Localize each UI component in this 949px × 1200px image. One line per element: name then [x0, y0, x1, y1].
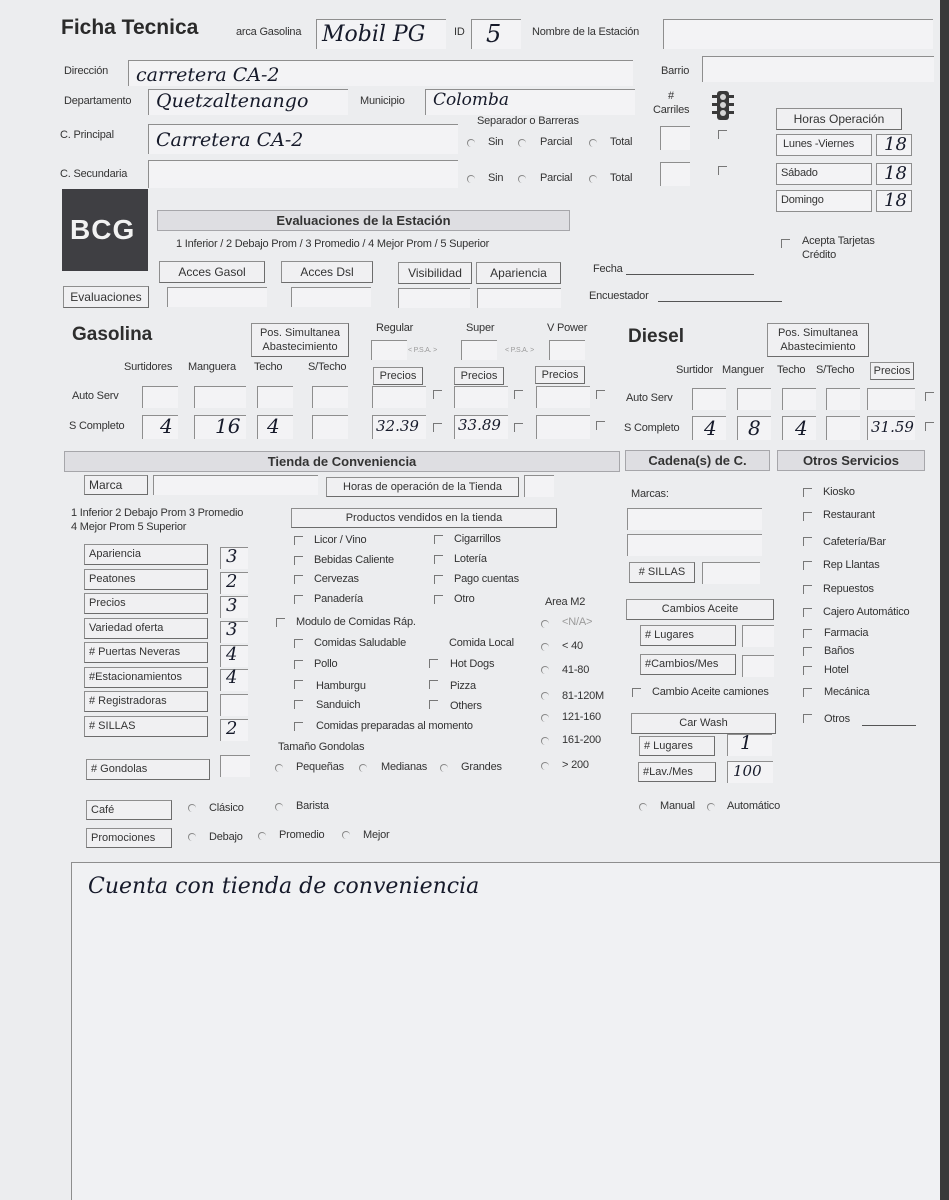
id-value: 5: [486, 20, 502, 48]
promo-promedio-radio[interactable]: [258, 832, 266, 840]
gas-as-vpower-checkbox[interactable]: [596, 390, 605, 399]
principal-parcial-radio[interactable]: [518, 139, 526, 147]
page-title: Ficha Tecnica: [61, 16, 199, 39]
super-psa-field[interactable]: [461, 340, 497, 360]
encuestador-line: [658, 301, 782, 302]
area-gt200-radio[interactable]: [541, 762, 549, 770]
cw-lav-value: 100: [733, 762, 762, 780]
otros-cafeteria-label: Cafetería/Bar: [823, 536, 886, 548]
regular-psa-field[interactable]: [371, 340, 407, 360]
c-secundaria-label: C. Secundaria: [60, 168, 128, 180]
otros-llantas-checkbox[interactable]: [803, 561, 812, 570]
rating-sillas-value: 2: [226, 718, 238, 739]
cafe-clasico-label: Clásico: [209, 802, 244, 814]
evaluaciones-button[interactable]: Evaluaciones: [63, 286, 149, 308]
apariencia-field[interactable]: [477, 288, 561, 308]
gondolas-label: # Gondolas: [86, 759, 210, 780]
fecha-label: Fecha: [593, 263, 623, 275]
municipio-value: Colomba: [433, 90, 510, 110]
area-na-label: <N/A>: [562, 616, 593, 628]
tam-medianas-label: Medianas: [381, 761, 428, 773]
principal-total-radio[interactable]: [589, 139, 597, 147]
gas-as-stecho[interactable]: [312, 386, 348, 408]
cafe-clasico-radio[interactable]: [188, 804, 196, 812]
regular-label: Regular: [376, 322, 414, 334]
cambios-lugares-field[interactable]: [742, 625, 774, 647]
promociones-label: Promociones: [86, 828, 172, 848]
otros-banos-checkbox[interactable]: [803, 647, 812, 656]
gas-sc-super-checkbox[interactable]: [514, 423, 523, 432]
horas-operacion-button[interactable]: Horas Operación: [776, 108, 902, 130]
id-label: ID: [454, 26, 465, 38]
gasolina-title: Gasolina: [72, 324, 153, 345]
rating-variedad-label: Variedad oferta: [84, 618, 208, 639]
super-psa-label: < P.S.A. >: [505, 347, 535, 354]
marca-gasolina-label: arca Gasolina: [236, 26, 302, 38]
cafe-label: Café: [86, 800, 172, 820]
acces-gasol-button[interactable]: Acces Gasol: [159, 261, 265, 283]
promo-debajo-label: Debajo: [209, 831, 243, 843]
cw-manual-radio[interactable]: [639, 803, 647, 811]
tienda-scale-1: 1 Inferior 2 Debajo Prom 3 Promedio: [71, 507, 244, 519]
dsl-col-techo: Techo: [777, 364, 806, 376]
otros-restaurant-checkbox[interactable]: [803, 512, 812, 521]
dsl-sc-checkbox[interactable]: [925, 422, 934, 431]
comida-pollo-label: Pollo: [314, 658, 338, 670]
gas-s-completo-label: S Completo: [69, 420, 125, 432]
otros-kiosko-checkbox[interactable]: [803, 488, 812, 497]
cw-lav-label: #Lav./Mes: [638, 762, 716, 782]
promo-promedio-label: Promedio: [279, 829, 325, 841]
area-lt40-label: < 40: [562, 640, 583, 652]
gas-as-regular-checkbox[interactable]: [433, 390, 442, 399]
municipio-label: Municipio: [360, 95, 405, 107]
comida-pollo-checkbox[interactable]: [294, 660, 303, 669]
tam-grandes-label: Grandes: [461, 761, 502, 773]
area-na-radio[interactable]: [541, 620, 549, 628]
prod-bebidas-label: Bebidas Caliente: [314, 554, 394, 566]
area-41-80-radio[interactable]: [541, 666, 549, 674]
otros-otros-label: Otros: [824, 713, 850, 725]
principal-carriles-field[interactable]: [660, 126, 690, 150]
acces-dsl-field[interactable]: [291, 287, 371, 307]
tam-pequenas-label: Pequeñas: [296, 761, 344, 773]
otros-farmacia-label: Farmacia: [824, 627, 869, 639]
secundaria-sin-label: Sin: [488, 172, 504, 184]
otros-cajero-label: Cajero Automático: [823, 606, 910, 618]
gas-col-stecho: S/Techo: [308, 361, 347, 373]
otros-servicios-header: Otros Servicios: [777, 450, 925, 471]
dsl-auto-serv-label: Auto Serv: [626, 392, 673, 404]
gas-auto-serv-label: Auto Serv: [72, 390, 119, 402]
modulo-comidas-checkbox[interactable]: [276, 618, 285, 627]
dsl-sc-manguer-value: 8: [748, 416, 761, 440]
marca-button[interactable]: Marca: [84, 475, 148, 495]
cambio-camiones-checkbox[interactable]: [632, 688, 641, 697]
carriles-hash: #: [668, 90, 674, 102]
tam-medianas-radio[interactable]: [359, 764, 367, 772]
comida-hotdogs-checkbox[interactable]: [429, 659, 438, 668]
secundaria-total-label: Total: [610, 172, 633, 184]
tienda-scale-2: 4 Mejor Prom 5 Superior: [71, 521, 187, 533]
visibilidad-button[interactable]: Visibilidad: [398, 262, 472, 284]
prod-otro-checkbox[interactable]: [434, 595, 443, 604]
dsl-sc-stecho[interactable]: [826, 416, 860, 440]
comidas-preparadas-label: Comidas preparadas al momento: [316, 720, 473, 732]
rating-peatones-label: Peatones: [84, 569, 208, 590]
area-gt200-label: > 200: [562, 759, 589, 771]
notes-value: Cuenta con tienda de conveniencia: [88, 874, 480, 899]
productos-header: Productos vendidos en la tienda: [291, 508, 557, 528]
gas-as-price-regular[interactable]: [372, 386, 426, 408]
c-principal-value: Carretera CA-2: [156, 129, 304, 151]
gas-sc-techo-value: 4: [267, 414, 280, 438]
dsl-col-manguer: Manguer: [722, 364, 765, 376]
gas-sc-surtidores-value: 4: [160, 414, 173, 438]
gas-col-mangueras: Manguera: [188, 361, 236, 373]
cadena-sillas-label: # SILLAS: [629, 562, 695, 583]
tam-pequenas-radio[interactable]: [275, 764, 283, 772]
prod-panaderia-checkbox[interactable]: [294, 595, 303, 604]
cambios-lugares-label: # Lugares: [640, 625, 736, 646]
rating-registradoras-label: # Registradoras: [84, 691, 208, 712]
dsl-col-stecho: S/Techo: [816, 364, 855, 376]
nombre-estacion-field[interactable]: [663, 19, 933, 49]
prod-loteria-label: Lotería: [454, 553, 487, 565]
dsl-as-checkbox[interactable]: [925, 392, 934, 401]
prod-cervezas-checkbox[interactable]: [294, 575, 303, 584]
gas-as-price-super[interactable]: [454, 386, 508, 408]
diesel-pos-simultanea-button[interactable]: Pos. Simultanea Abastecimiento: [767, 323, 869, 357]
otros-mecanica-label: Mecánica: [824, 686, 870, 698]
secundaria-semaforo-checkbox[interactable]: [718, 166, 727, 175]
tienda-marca-field[interactable]: [153, 475, 318, 495]
comida-sanduich-label: Sanduich: [316, 699, 361, 711]
encuestador-label: Encuestador: [589, 290, 649, 302]
separador-label: Separador o Barreras: [477, 115, 579, 127]
bcg-logo-text: BCG: [70, 214, 136, 245]
comida-hamburgu-label: Hamburgu: [316, 680, 366, 692]
vpower-label: V Power: [547, 322, 588, 334]
area-81-120-label: 81-120M: [562, 690, 605, 702]
principal-sin-label: Sin: [488, 136, 504, 148]
comida-others-label: Others: [450, 700, 482, 712]
otros-hotel-checkbox[interactable]: [803, 666, 812, 675]
fecha-line: [626, 274, 754, 275]
car-wash-button[interactable]: Car Wash: [631, 713, 776, 734]
principal-semaforo-checkbox[interactable]: [718, 130, 727, 139]
cafe-barista-label: Barista: [296, 800, 329, 812]
precios-super-button[interactable]: Precios: [454, 367, 504, 385]
dsl-precios-button[interactable]: Precios: [870, 362, 914, 380]
dsl-as-surtidor[interactable]: [692, 388, 726, 410]
promo-debajo-radio[interactable]: [188, 833, 196, 841]
dsl-as-stecho[interactable]: [826, 388, 860, 410]
gondolas-field[interactable]: [220, 755, 250, 777]
gas-as-price-vpower[interactable]: [536, 386, 590, 408]
otros-cajero-checkbox[interactable]: [803, 608, 812, 617]
otros-farmacia-checkbox[interactable]: [803, 629, 812, 638]
gas-sc-price-super-value: 33.89: [458, 416, 501, 434]
area-41-80-label: 41-80: [562, 664, 590, 676]
acepta-tarjetas-label: Acepta Tarjetas Crédito: [802, 235, 875, 261]
tamano-gondolas-label: Tamaño Gondolas: [278, 741, 365, 753]
rating-estacionamientos-label: #Estacionamientos: [84, 667, 208, 688]
area-81-120-radio[interactable]: [541, 692, 549, 700]
comida-hamburgu-checkbox[interactable]: [294, 680, 303, 689]
comidas-saludable-checkbox[interactable]: [294, 639, 303, 648]
otros-repuestos-label: Repuestos: [823, 583, 874, 595]
cambios-mes-label: #Cambios/Mes: [640, 654, 736, 675]
cw-lugares-label: # Lugares: [639, 736, 715, 756]
otros-hotel-label: Hotel: [824, 664, 849, 676]
gas-sc-regular-checkbox[interactable]: [433, 423, 442, 432]
rating-apariencia-value: 3: [226, 546, 238, 567]
cadena-header: Cadena(s) de C.: [625, 450, 770, 471]
c-secundaria-field[interactable]: [148, 160, 458, 188]
tienda-header: Tienda de Conveniencia: [64, 451, 620, 472]
gasolina-pos-simultanea-button[interactable]: Pos. Simultanea Abastecimiento: [251, 323, 349, 357]
apariencia-button[interactable]: Apariencia: [476, 262, 561, 284]
c-principal-label: C. Principal: [60, 129, 114, 141]
comidas-preparadas-checkbox[interactable]: [294, 722, 303, 731]
comida-local-label: Comida Local: [449, 637, 514, 649]
visibilidad-field[interactable]: [398, 288, 470, 308]
principal-total-label: Total: [610, 136, 633, 148]
horas-tienda-field[interactable]: [524, 475, 554, 497]
rating-sillas-label: # SILLAS: [84, 716, 208, 737]
dsl-sc-techo-value: 4: [795, 416, 808, 440]
gas-sc-price-regular-value: 32.39: [376, 417, 419, 435]
comida-others-checkbox[interactable]: [429, 700, 438, 709]
precios-vpower-button[interactable]: Precios: [535, 366, 585, 384]
rating-puertas-value: 4: [226, 644, 238, 665]
comida-pizza-label: Pizza: [450, 680, 476, 692]
area-161-200-radio[interactable]: [541, 737, 549, 745]
lunes-viernes-value: 18: [884, 134, 907, 155]
rating-registradoras-field[interactable]: [220, 694, 248, 716]
vpower-psa-field[interactable]: [549, 340, 585, 360]
rating-estacionamientos-value: 4: [226, 667, 238, 688]
dsl-sc-surtidor-value: 4: [704, 416, 717, 440]
promo-mejor-radio[interactable]: [342, 831, 350, 839]
direccion-label: Dirección: [64, 65, 109, 77]
marca-gasolina-value: Mobil PG: [322, 22, 426, 47]
cafe-barista-radio[interactable]: [275, 803, 283, 811]
comida-sanduich-checkbox[interactable]: [294, 700, 303, 709]
comida-hotdogs-label: Hot Dogs: [450, 658, 495, 670]
otros-llantas-label: Rep Llantas: [823, 559, 880, 571]
prod-otro-label: Otro: [454, 593, 475, 605]
cw-automatico-label: Automático: [727, 800, 781, 812]
marcas-label: Marcas:: [631, 488, 669, 500]
secundaria-sin-radio[interactable]: [467, 175, 475, 183]
cambios-aceite-button[interactable]: Cambios Aceite: [626, 599, 774, 620]
domingo-label: Domingo: [781, 194, 824, 206]
secundaria-parcial-radio[interactable]: [518, 175, 526, 183]
gas-sc-stecho[interactable]: [312, 415, 348, 439]
prod-pago-checkbox[interactable]: [434, 575, 443, 584]
rating-variedad-value: 3: [226, 619, 238, 640]
departamento-label: Departamento: [64, 95, 132, 107]
prod-pago-label: Pago cuentas: [454, 573, 519, 585]
gas-col-surtidores: Surtidores: [124, 361, 173, 373]
gas-as-techo[interactable]: [257, 386, 293, 408]
dsl-col-surtidor: Surtidor: [676, 364, 713, 376]
prod-licor-label: Licor / Vino: [314, 534, 367, 546]
modulo-comidas-label: Modulo de Comidas Ráp.: [296, 616, 416, 628]
area-121-160-radio[interactable]: [541, 714, 549, 722]
promo-mejor-label: Mejor: [363, 829, 390, 841]
area-lt40-radio[interactable]: [541, 643, 549, 651]
gas-sc-mangueras-value: 16: [215, 414, 241, 438]
otros-kiosko-label: Kiosko: [823, 486, 855, 498]
lunes-viernes-label: Lunes -Viernes: [783, 138, 854, 150]
principal-sin-radio[interactable]: [467, 139, 475, 147]
area-m2-label: Area M2: [545, 596, 586, 608]
notes-field[interactable]: [71, 862, 940, 1200]
gas-col-techo: Techo: [254, 361, 283, 373]
tam-grandes-radio[interactable]: [440, 764, 448, 772]
marcas-field-1[interactable]: [627, 508, 762, 530]
gas-as-super-checkbox[interactable]: [514, 390, 523, 399]
area-161-200-label: 161-200: [562, 734, 601, 746]
otros-restaurant-label: Restaurant: [823, 509, 875, 521]
otros-cafeteria-checkbox[interactable]: [803, 537, 812, 546]
otros-mecanica-checkbox[interactable]: [803, 688, 812, 697]
rating-puertas-label: # Puertas Neveras: [84, 642, 208, 663]
dsl-sc-price-value: 31.59: [871, 418, 914, 436]
dsl-as-techo[interactable]: [782, 388, 816, 410]
carriles-label: Carriles: [653, 104, 690, 116]
cw-lugares-value: 1: [740, 732, 753, 754]
otros-otros-checkbox[interactable]: [803, 714, 812, 723]
nombre-estacion-label: Nombre de la Estación: [532, 26, 640, 38]
principal-parcial-label: Parcial: [540, 136, 573, 148]
traffic-light-icon: [710, 90, 736, 122]
barrio-label: Barrio: [661, 65, 690, 77]
rating-peatones-value: 2: [226, 571, 238, 592]
cadena-sillas-field[interactable]: [702, 562, 760, 584]
evaluaciones-scale: 1 Inferior / 2 Debajo Prom / 3 Promedio / 4 Mejor Prom / 5 Superior: [176, 238, 490, 250]
rating-precios-value: 3: [226, 595, 238, 616]
super-label: Super: [466, 322, 495, 334]
barrio-field[interactable]: [702, 56, 934, 82]
precios-regular-button[interactable]: Precios: [373, 367, 423, 385]
otros-repuestos-checkbox[interactable]: [803, 585, 812, 594]
dsl-as-manguer[interactable]: [737, 388, 771, 410]
otros-otros-line: [862, 725, 916, 726]
acces-dsl-button[interactable]: Acces Dsl: [281, 261, 373, 283]
prod-cigarrillos-label: Cigarrillos: [454, 533, 501, 545]
prod-licor-checkbox[interactable]: [294, 536, 303, 545]
domingo-value: 18: [884, 190, 907, 211]
secundaria-carriles-field[interactable]: [660, 162, 690, 186]
gas-sc-price-vpower[interactable]: [536, 415, 590, 439]
dsl-s-completo-label: S Completo: [624, 422, 680, 434]
cambios-mes-field[interactable]: [742, 655, 774, 677]
diesel-title: Diesel: [628, 326, 684, 347]
departamento-value: Quetzaltenango: [156, 90, 309, 112]
acepta-tarjetas-checkbox[interactable]: [781, 239, 790, 248]
sabado-label: Sábado: [781, 167, 818, 179]
prod-loteria-checkbox[interactable]: [434, 555, 443, 564]
area-121-160-label: 121-160: [562, 711, 601, 723]
marcas-field-2[interactable]: [627, 534, 762, 556]
secundaria-parcial-label: Parcial: [540, 172, 573, 184]
gas-sc-vpower-checkbox[interactable]: [596, 421, 605, 430]
acces-gasol-field[interactable]: [167, 287, 267, 307]
prod-cervezas-label: Cervezas: [314, 573, 359, 585]
prod-cigarrillos-checkbox[interactable]: [434, 535, 443, 544]
comida-pizza-checkbox[interactable]: [429, 680, 438, 689]
rating-apariencia-label: Apariencia: [84, 544, 208, 565]
gas-as-surtidores[interactable]: [142, 386, 178, 408]
evaluaciones-header: Evaluaciones de la Estación: [157, 210, 570, 231]
otros-banos-label: Baños: [824, 645, 855, 657]
prod-panaderia-label: Panadería: [314, 593, 363, 605]
comidas-saludable-label: Comidas Saludable: [314, 637, 406, 649]
regular-psa-label: < P.S.A. >: [408, 347, 438, 354]
secundaria-total-radio[interactable]: [589, 175, 597, 183]
cw-automatico-radio[interactable]: [707, 803, 715, 811]
cambio-camiones-label: Cambio Aceite camiones: [652, 686, 769, 698]
cw-manual-label: Manual: [660, 800, 695, 812]
rating-precios-label: Precios: [84, 593, 208, 614]
sabado-value: 18: [884, 163, 907, 184]
prod-bebidas-checkbox[interactable]: [294, 556, 303, 565]
direccion-value: carretera CA-2: [136, 64, 280, 86]
gas-as-mangueras[interactable]: [194, 386, 246, 408]
horas-tienda-button[interactable]: Horas de operación de la Tienda: [326, 477, 519, 497]
dsl-as-price[interactable]: [867, 388, 915, 410]
